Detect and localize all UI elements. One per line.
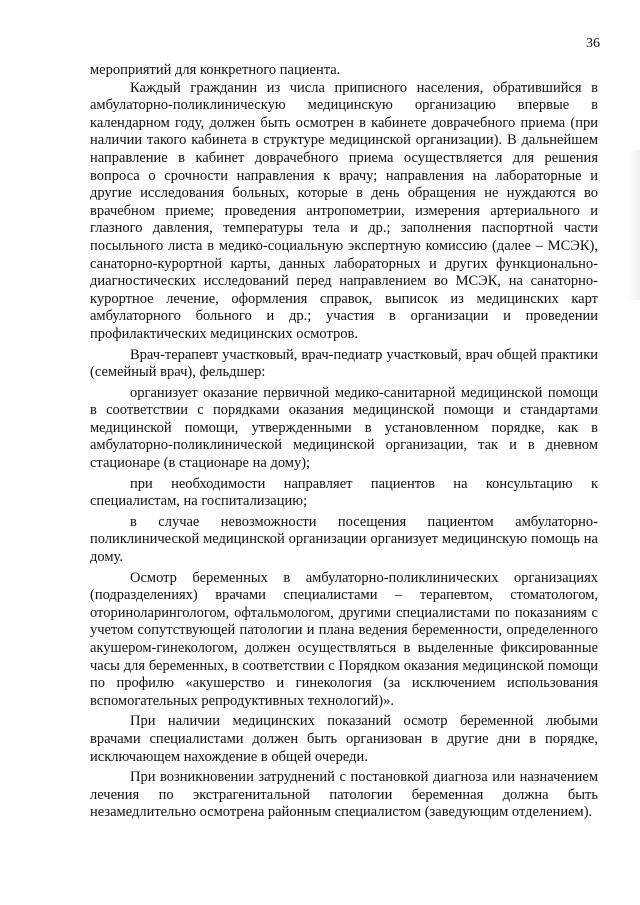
paragraph-referral: при необходимости направляет пациентов на консультацию к специалистам, на госпитализацию; — [90, 475, 598, 510]
paragraph-pregnant-exam: Осмотр беременных в амбулаторно-поликлинических организациях (подразделениях) врачами специалистами – терапевтом, стоматологом, оториноларингологом, офтальмологом, другими специалистами по показаниям с учетом сопутствующей патологии и плана ведения беременности, определенного акушером-гинекологом, должен осуществляться в выделенные фиксированные часы для беременных, в соответствии с Порядком оказания медицинской помощи по профилю «акушерство и гинекология (за исключением использования вспомогательных репродуктивных технологий)». — [90, 569, 598, 709]
paragraph-district-doctors: Врач-терапевт участковый, врач-педиатр участковый, врач общей практики (семейный врач), фельдшер: — [90, 346, 598, 381]
document-body — [90, 62, 598, 822]
paragraph-organizes-care: организует оказание первичной медико-санитарной медицинской помощи в соответствии с порядками оказания медицинской помощи и стандартами медицинской помощи, утвержденными в установленном порядке, как в амбулаторно-поликлинической медицинской организации, так и в дневном стационаре (в стационаре на дому); — [90, 384, 598, 472]
paragraph-diagnosis-difficulties: При возникновении затруднений с постановкой диагноза или назначением лечения по экстрагенитальной патологии беременная должна быть незамедлительно осмотрена районным специалистом (заведующим отделением). — [90, 769, 598, 821]
scan-edge-shadow — [628, 150, 640, 300]
paragraph-home-care: в случае невозможности посещения пациентом амбулаторно-поликлинической медицинской организации организует медицинскую помощь на дому. — [90, 513, 598, 566]
page-number: 36 — [586, 36, 600, 51]
paragraph-first-visit-exam: Каждый гражданин из числа приписного населения, обратившийся в амбулаторно-поликлиническую медицинскую организацию впервые в календарном году, должен быть осмотрен в кабинете доврачебного приема (при наличии такого кабинета в структуре медицинской организации). В дальнейшем направление в кабинет доврачебного приема осуществляется для решения вопроса о срочности направления к врачу; направления на лабораторные и другие исследования больных, которые в день обращения не нуждаются во врачебном приеме; проведения антропометрии, измерения артериального и глазного давления, температуры тела и др.; заполнения паспортной части посыльного листа в медико-социальную экспертную комиссию (далее – МСЭК), санаторно-курортной карты, данных лабораторных и других функционально-диагностических исследований перед направлением во МСЭК, на санаторно-курортное лечение, оформления справок, выписок из медицинских карт амбулаторного больного и др.; участия в организации и проведении профилактических медицинских осмотров. — [90, 79, 598, 342]
paragraph-medical-indications: При наличии медицинских показаний осмотр беременной любыми врачами специалистами должен быть организован в другие дни в порядке, исключающем нахождение в общей очереди. — [90, 713, 598, 765]
paragraph-continuation: мероприятий для конкретного пациента. — [90, 62, 341, 78]
